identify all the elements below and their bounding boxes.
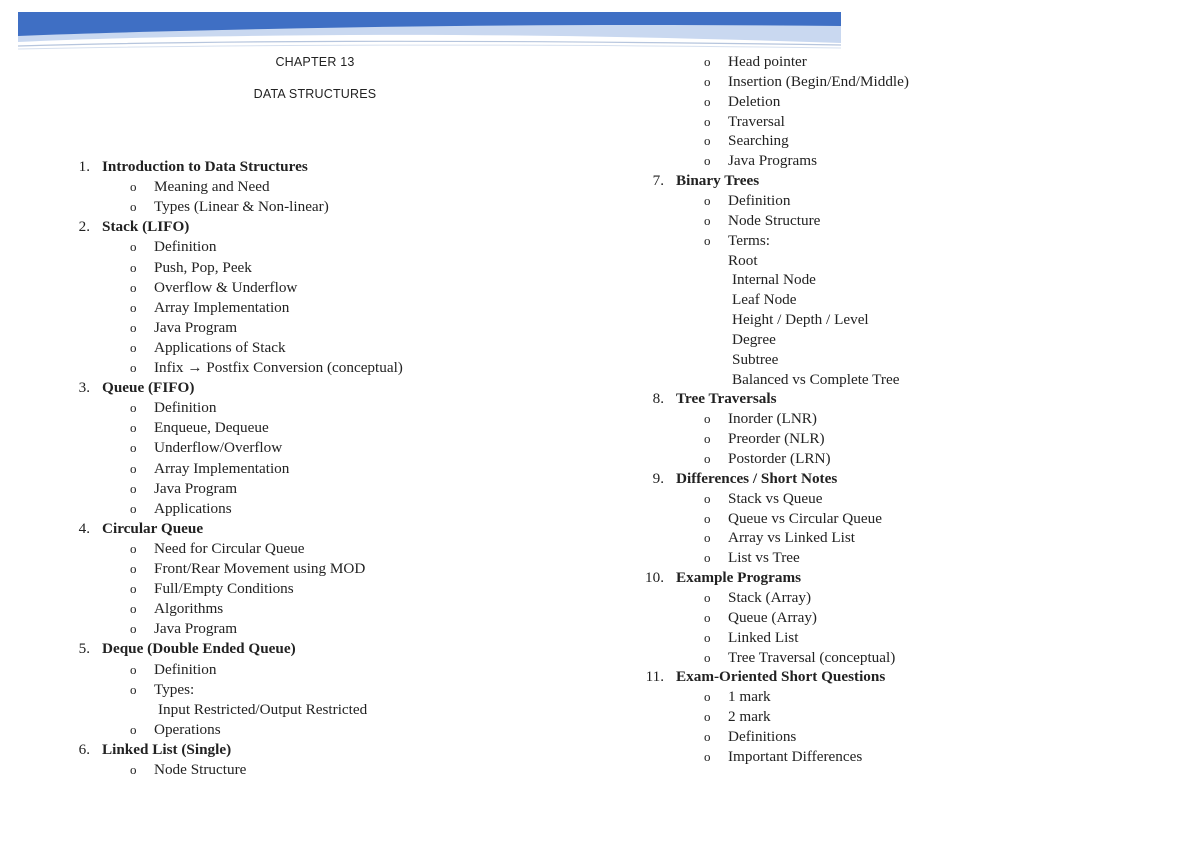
- subline-text: Internal Node: [732, 271, 816, 289]
- subline-text: Degree: [732, 330, 776, 348]
- outline-item: [0, 429, 1200, 449]
- subline-text: Balanced vs Complete Tree: [732, 370, 900, 388]
- bullet-icon: o: [130, 581, 137, 597]
- bullet-icon: o: [130, 621, 137, 637]
- subline-text: Height / Depth / Level: [732, 311, 869, 329]
- item-text: Queue (Array): [728, 608, 817, 626]
- outline-item: [0, 648, 1200, 668]
- outline-item: [0, 112, 1200, 132]
- bullet-icon: o: [704, 748, 711, 764]
- bullet-icon: o: [130, 420, 137, 436]
- bullet-icon: o: [704, 113, 711, 129]
- item-text: Definition: [154, 238, 217, 256]
- item-text: Push, Pop, Peek: [154, 258, 252, 276]
- item-text: Definition: [154, 660, 217, 678]
- item-text: Stack (Array): [728, 588, 812, 606]
- outline-subline: [0, 370, 1200, 390]
- item-text: Definition: [728, 191, 791, 209]
- bullet-icon: o: [130, 279, 137, 295]
- outline-item: [0, 707, 1200, 727]
- item-text: Array vs Linked List: [728, 529, 855, 547]
- bullet-icon: o: [130, 762, 137, 777]
- item-text: Types (Linear & Non-linear): [154, 198, 329, 216]
- item-text: Operations: [154, 720, 221, 738]
- bullet-icon: o: [704, 490, 711, 506]
- bullet-icon: o: [130, 179, 137, 195]
- outline-item: [0, 52, 1200, 72]
- outline-item: [0, 528, 1200, 548]
- bullet-icon: o: [704, 133, 711, 149]
- bullet-icon: o: [130, 259, 137, 275]
- item-text: 2 mark: [728, 708, 771, 726]
- bullet-icon: o: [130, 239, 137, 255]
- item-text: Java Program: [154, 479, 238, 497]
- outline-subline: [0, 270, 1200, 290]
- section-title: Tree Traversals: [676, 390, 777, 408]
- item-text: Meaning and Need: [154, 178, 270, 196]
- item-text: Java Program: [154, 620, 238, 638]
- bullet-icon: o: [704, 431, 711, 447]
- bullet-icon: o: [130, 339, 137, 355]
- bullet-icon: o: [704, 93, 711, 109]
- bullet-icon: o: [130, 360, 137, 375]
- item-text: Node Structure: [728, 211, 821, 229]
- section-number: 10.: [645, 569, 664, 587]
- subline-text: Leaf Node: [732, 291, 797, 309]
- item-text: Traversal: [728, 112, 785, 130]
- bullet-icon: o: [704, 709, 711, 725]
- outline-item: [0, 628, 1200, 648]
- item-text: Array Implementation: [154, 298, 290, 316]
- bullet-icon: o: [130, 319, 137, 335]
- section-number: 3.: [78, 379, 90, 397]
- item-text: Java Programs: [728, 152, 817, 170]
- bullet-icon: o: [130, 561, 137, 576]
- item-text: Need for Circular Queue: [154, 539, 305, 557]
- item-text: Front/Rear Movement using MOD: [154, 560, 366, 577]
- outline-item: [0, 151, 1200, 171]
- item-text: Applications: [154, 499, 232, 517]
- outline-subline: [0, 290, 1200, 310]
- bullet-icon: o: [704, 530, 711, 546]
- header-banner: [18, 12, 841, 52]
- section-title: Introduction to Data Structures: [102, 158, 308, 175]
- bullet-icon: o: [704, 589, 711, 605]
- bullet-icon: o: [704, 54, 711, 69]
- chapter-heading: CHAPTER 13: [275, 55, 355, 69]
- outline-subline: [0, 310, 1200, 330]
- section-number: 9.: [652, 469, 664, 487]
- outline-item: [0, 727, 1200, 747]
- item-text: Stack vs Queue: [728, 489, 823, 507]
- item-text: Important Differences: [728, 747, 863, 765]
- section-title: Example Programs: [676, 569, 802, 587]
- bullet-icon: o: [130, 480, 137, 496]
- outline-item: [0, 489, 1200, 509]
- bullet-icon: o: [130, 500, 137, 516]
- subject-heading: DATA STRUCTURES: [253, 87, 377, 101]
- item-text: Algorithms: [154, 600, 224, 618]
- section-number: 4.: [78, 519, 90, 537]
- item-text: Deletion: [728, 92, 781, 110]
- subline-text: Subtree: [732, 350, 779, 368]
- section-title: Linked List (Single): [102, 740, 232, 758]
- bullet-icon: o: [130, 601, 137, 617]
- outline-item: [0, 72, 1200, 92]
- item-text: Java Program: [154, 318, 238, 336]
- outline-item: [0, 211, 1200, 231]
- item-text: Node Structure: [154, 761, 247, 778]
- outline-subline: [0, 251, 1200, 271]
- section-number: 11.: [645, 668, 664, 686]
- bullet-icon: o: [130, 199, 137, 215]
- item-text: 1 mark: [728, 688, 771, 706]
- bullet-icon: o: [704, 411, 711, 427]
- bullet-icon: o: [704, 73, 711, 89]
- item-text: Preorder (NLR): [728, 430, 825, 448]
- bullet-icon: o: [130, 440, 137, 456]
- item-text: Underflow/Overflow: [154, 439, 283, 457]
- outline-section: [0, 469, 1200, 489]
- bullet-icon: o: [704, 192, 711, 208]
- section-number: 6.: [78, 740, 90, 758]
- item-text: Applications of Stack: [154, 338, 286, 356]
- outline-item: [0, 231, 1200, 251]
- outline-item: [0, 92, 1200, 112]
- bullet-icon: o: [704, 232, 711, 248]
- item-text: Searching: [728, 132, 789, 150]
- subline-text: Input Restricted/Output Restricted: [158, 700, 368, 718]
- outline-item: [0, 509, 1200, 529]
- bullet-icon: o: [704, 451, 711, 466]
- outline-section: [0, 667, 1200, 687]
- section-title: Deque (Double Ended Queue): [102, 640, 296, 658]
- outline-section: [0, 389, 1200, 409]
- bullet-icon: o: [130, 661, 137, 677]
- item-text: Postorder (LRN): [728, 450, 831, 467]
- item-text: List vs Tree: [728, 549, 800, 567]
- section-title: Circular Queue: [102, 519, 204, 537]
- section-number: 7.: [652, 172, 664, 190]
- item-text: Enqueue, Dequeue: [154, 419, 269, 437]
- item-text: Insertion (Begin/End/Middle): [728, 72, 909, 90]
- section-number: 8.: [652, 390, 664, 408]
- outline-item: [0, 687, 1200, 707]
- item-text: Queue vs Circular Queue: [728, 509, 882, 527]
- section-number: 5.: [78, 640, 90, 658]
- item-text: Types:: [154, 680, 195, 698]
- subline-text: Root: [728, 251, 758, 269]
- item-text: Definitions: [728, 727, 797, 745]
- bullet-icon: o: [704, 212, 711, 228]
- bullet-icon: o: [130, 681, 137, 697]
- section-number: 2.: [78, 218, 90, 236]
- bullet-icon: o: [704, 153, 711, 169]
- outline-item: [0, 409, 1200, 429]
- item-text: Terms:: [728, 231, 770, 249]
- section-title: Queue (FIFO): [102, 379, 195, 397]
- item-text: Head pointer: [728, 53, 807, 70]
- bullet-icon: o: [704, 609, 711, 625]
- outline-item: [0, 548, 1200, 568]
- bullet-icon: o: [130, 721, 137, 737]
- outline-section: [0, 568, 1200, 588]
- bullet-icon: o: [704, 550, 711, 566]
- outline-subline: [0, 330, 1200, 350]
- section-number: 1.: [78, 158, 90, 175]
- item-text: Infix → Postfix Conversion (conceptual): [154, 359, 403, 376]
- section-title: Differences / Short Notes: [676, 469, 838, 487]
- bullet-icon: o: [130, 400, 137, 416]
- item-text: Array Implementation: [154, 459, 290, 477]
- bullet-icon: o: [704, 728, 711, 744]
- section-title: Stack (LIFO): [102, 218, 190, 236]
- item-text: Tree Traversal (conceptual): [728, 648, 896, 666]
- bullet-icon: o: [704, 629, 711, 645]
- outline-item: [0, 191, 1200, 211]
- bullet-icon: o: [704, 649, 711, 665]
- bullet-icon: o: [130, 540, 137, 556]
- outline-item: [0, 747, 1200, 767]
- bullet-icon: o: [130, 460, 137, 476]
- section-title: Binary Trees: [676, 172, 760, 190]
- bullet-icon: o: [130, 299, 137, 315]
- outline-subline: [0, 350, 1200, 370]
- item-text: Overflow & Underflow: [154, 278, 298, 296]
- item-text: Linked List: [728, 628, 799, 646]
- section-title: Exam-Oriented Short Questions: [676, 668, 886, 686]
- bullet-icon: o: [704, 510, 711, 526]
- outline-item: [0, 588, 1200, 608]
- outline-item: [0, 449, 1200, 469]
- outline-item: [0, 608, 1200, 628]
- item-text: Inorder (LNR): [728, 410, 817, 428]
- bullet-icon: o: [704, 689, 711, 705]
- item-text: Full/Empty Conditions: [154, 580, 294, 598]
- outline-section: [0, 171, 1200, 191]
- outline-item: [0, 131, 1200, 151]
- item-text: Definition: [154, 399, 217, 417]
